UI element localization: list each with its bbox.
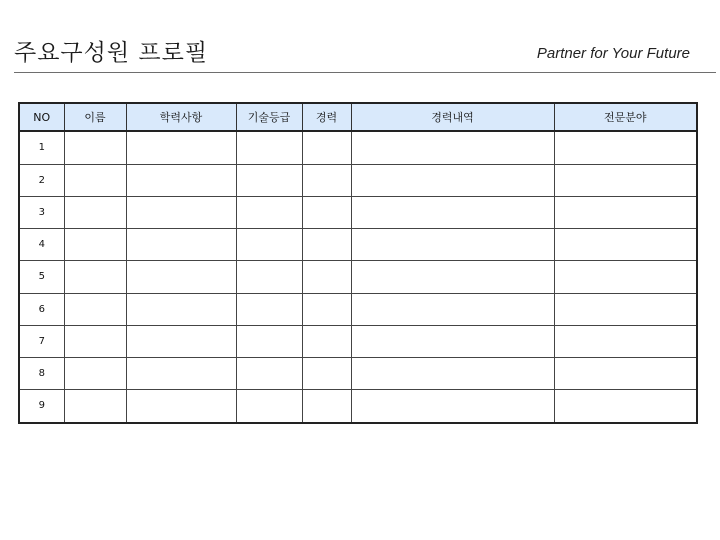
specialty-cell [554, 131, 697, 164]
name-cell [64, 357, 126, 389]
grade-cell [236, 164, 302, 196]
specialty-cell [554, 164, 697, 196]
row-number: 2 [19, 164, 64, 196]
grade-cell [236, 131, 302, 164]
education-cell [126, 197, 236, 229]
education-cell [126, 325, 236, 357]
column-header-career: 경력 [302, 103, 351, 131]
grade-cell [236, 261, 302, 293]
table-header-row [19, 103, 697, 131]
specialty-cell [554, 229, 697, 261]
table-row [19, 389, 697, 423]
specialty-cell [554, 261, 697, 293]
member-profile-table [18, 102, 698, 424]
career-cell [302, 197, 351, 229]
career-cell [302, 293, 351, 325]
page-title: 주요구성원 프로필 [14, 40, 209, 66]
row-number: 7 [19, 325, 64, 357]
grade-cell [236, 229, 302, 261]
column-header-career-detail: 경력내역 [351, 103, 554, 131]
table-row [19, 131, 697, 164]
career-detail-cell [351, 164, 554, 196]
career-cell [302, 131, 351, 164]
name-cell [64, 293, 126, 325]
column-header-grade: 기술등급 [236, 103, 302, 131]
table-row [19, 261, 697, 293]
specialty-cell [554, 293, 697, 325]
career-cell [302, 389, 351, 423]
grade-cell [236, 357, 302, 389]
table-row [19, 293, 697, 325]
row-number: 9 [19, 389, 64, 423]
education-cell [126, 293, 236, 325]
specialty-cell [554, 389, 697, 423]
specialty-cell [554, 357, 697, 389]
name-cell [64, 131, 126, 164]
name-cell [64, 325, 126, 357]
table-row [19, 325, 697, 357]
table-row [19, 197, 697, 229]
career-cell [302, 357, 351, 389]
column-header-specialty: 전문분야 [554, 103, 697, 131]
career-detail-cell [351, 325, 554, 357]
career-cell [302, 325, 351, 357]
row-number: 6 [19, 293, 64, 325]
row-number: 1 [19, 131, 64, 164]
career-cell [302, 261, 351, 293]
column-header-no: NO [19, 103, 64, 131]
career-cell [302, 229, 351, 261]
education-cell [126, 357, 236, 389]
table-row [19, 229, 697, 261]
name-cell [64, 261, 126, 293]
table-row [19, 164, 697, 196]
name-cell [64, 389, 126, 423]
row-number: 4 [19, 229, 64, 261]
row-number: 5 [19, 261, 64, 293]
specialty-cell [554, 325, 697, 357]
career-detail-cell [351, 229, 554, 261]
name-cell [64, 229, 126, 261]
career-detail-cell [351, 261, 554, 293]
career-cell [302, 164, 351, 196]
education-cell [126, 131, 236, 164]
grade-cell [236, 293, 302, 325]
name-cell [64, 197, 126, 229]
table-row [19, 357, 697, 389]
education-cell [126, 389, 236, 423]
name-cell [64, 164, 126, 196]
column-header-name: 이름 [64, 103, 126, 131]
tagline: Partner for Your Future [536, 45, 690, 62]
career-detail-cell [351, 131, 554, 164]
career-detail-cell [351, 197, 554, 229]
career-detail-cell [351, 293, 554, 325]
education-cell [126, 164, 236, 196]
career-detail-cell [351, 357, 554, 389]
career-detail-cell [351, 389, 554, 423]
specialty-cell [554, 197, 697, 229]
title-divider [14, 72, 716, 73]
grade-cell [236, 197, 302, 229]
row-number: 3 [19, 197, 64, 229]
education-cell [126, 261, 236, 293]
column-header-education: 학력사항 [126, 103, 236, 131]
grade-cell [236, 325, 302, 357]
education-cell [126, 229, 236, 261]
row-number: 8 [19, 357, 64, 389]
grade-cell [236, 389, 302, 423]
